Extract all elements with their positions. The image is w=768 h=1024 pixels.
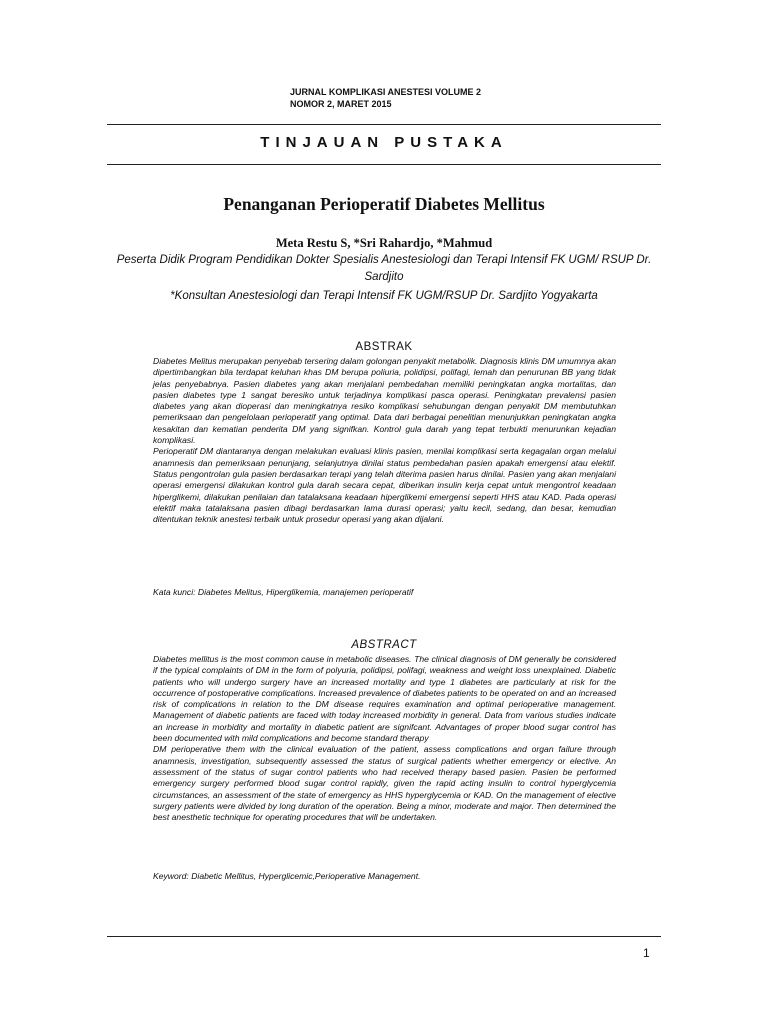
paper-title: Penanganan Perioperatif Diabetes Mellitus <box>223 194 545 214</box>
abstract-paragraph: DM perioperative them with the clinical evaluation of the patient, assess complications and organ failure through anamnesis, investigation, subsequently assessed the status of surgical patients whether emergency or elective. An assessment of the status of sugar control patients who had received therapy based pasien. Pasien be performed emergency surgery performed blood sugar control rapidly, given the rapid acting insulin to control hyperglycemia circumstances, an assessment of the state of emergency as HHS hyperglycemia or KAD. On the management of elective surgery patients were divided by long duration of the operation. Being a minor, moderate and major. Then determined the best anesthetic technique for operating procedures that will be undertaken. <box>153 744 616 823</box>
journal-volume-line: JURNAL KOMPLIKASI ANESTESI VOLUME 2 <box>290 87 482 97</box>
abstract-body <box>153 654 616 823</box>
abstract-heading: ABSTRACT <box>351 639 417 651</box>
header-top-rule <box>107 124 661 125</box>
header-bottom-rule <box>107 164 661 165</box>
section-title: TINJAUAN PUSTAKA <box>260 134 508 151</box>
abstrak-body <box>153 356 616 525</box>
abstract-keywords: Keyword: Diabetic Mellitus, Hyperglicemic,Perioperative Management. <box>153 871 421 881</box>
affiliation-residents: Peserta Didik Program Pendidikan Dokter Spesialis Anestesiologi dan Terapi Intensif FK UGM/ RSUP Dr. Sardjito <box>116 254 652 283</box>
abstract-paragraph: Diabetes mellitus is the most common cause in metabolic diseases. The clinical diagnosis of DM generally be considered if the typical complaints of DM in the form of polyuria, polidipsi, polifagi, weakness and weight loss unexplained. Diabetic patients who will undergo surgery have an increased mortality and type 1 diabetes are particularly at risk for the occurrence of postoperative complications. Increased prevalence of diabetes patients to be operated on and an increased risk of complications in relation to the DM disease requires examination and optimal perioperative management. Management of diabetic patients are faced with today increased morbidity in general. Data from various studies indicate an increase in morbidity and mortality in diabetic patient are signifcant. Advantages of proper blood sugar control has been documented with mild complications and become standard therapy <box>153 654 616 744</box>
paper-authors: Meta Restu S, *Sri Rahardjo, *Mahmud <box>275 236 493 250</box>
abstrak-paragraph: Perioperatif DM diantaranya dengan melakukan evaluasi klinis pasien, menilai komplikasi serta kegagalan organ melalui anamnesis dan pemeriksaan penunjang, selanjutnya dinilai status pembedahan pasien apakah emergensi atau elektif. Status pengontrolan gula pasien berdasarkan terapi yang telah diterima pasien harus dinilai. Pasien yang akan menjalani operasi emergensi dilakukan kontrol gula darah secara cepat, diberikan insulin kerja cepat untuk mengontrol keadaan hiperglikemi, dilakukan penilaian dan tatalaksana keadaan hiperglikemi emergensi seperti HHS atau KAD. Pada operasi elektif maka tatalaksana pasien dibagi berdasarkan lama durasi operasi; yaitu kecil, sedang, dan besar, kemudian ditentukan teknik anestesi terbaik untuk prosedur operasi yang akan dijalani. <box>153 446 616 525</box>
journal-issue-line: NOMOR 2, MARET 2015 <box>290 99 392 109</box>
abstrak-paragraph: Diabetes Melitus merupakan penyebab tersering dalam golongan penyakit metabolik. Diagnosis klinis DM umumnya akan dipertimbangkan bila terdapat keluhan khas DM berupa poliuria, polidipsi, polifagi, lemah dan penurunan BB yang tidak jelas penyebabnya. Pasien diabetes yang akan menjalani pembedahan memiliki peningkatan angka mortalitas, dan pasien diabetes type 1 sangat beresiko untuk terjadinya komplikasi pasca operasi. Peningkatan prevalensi pasien diabetes yang akan dioperasi dan meningkatnya resiko komplikasi sehubungan dengan penyakit DM membutuhkan pemeriksaan dan pengelolaan perioperatif yang optimal. Data dari berbagai penelitian menunjukkan peningkatan angka kesakitan dan kematian penderita DM yang signifkan. Kontrol gula darah yang tepat terbukti menurunkan kejadian komplikasi. <box>153 356 616 446</box>
abstrak-heading: ABSTRAK <box>355 341 413 353</box>
journal-header <box>290 86 481 110</box>
page-number: 1 <box>643 946 650 960</box>
abstrak-keywords: Kata kunci: Diabetes Melitus, Hiperglikemia, manajemen perioperatif <box>153 587 414 597</box>
footer-rule <box>107 936 661 937</box>
affiliation-consultants: *Konsultan Anestesiologi dan Terapi Intensif FK UGM/RSUP Dr. Sardjito Yogyakarta <box>170 290 598 302</box>
